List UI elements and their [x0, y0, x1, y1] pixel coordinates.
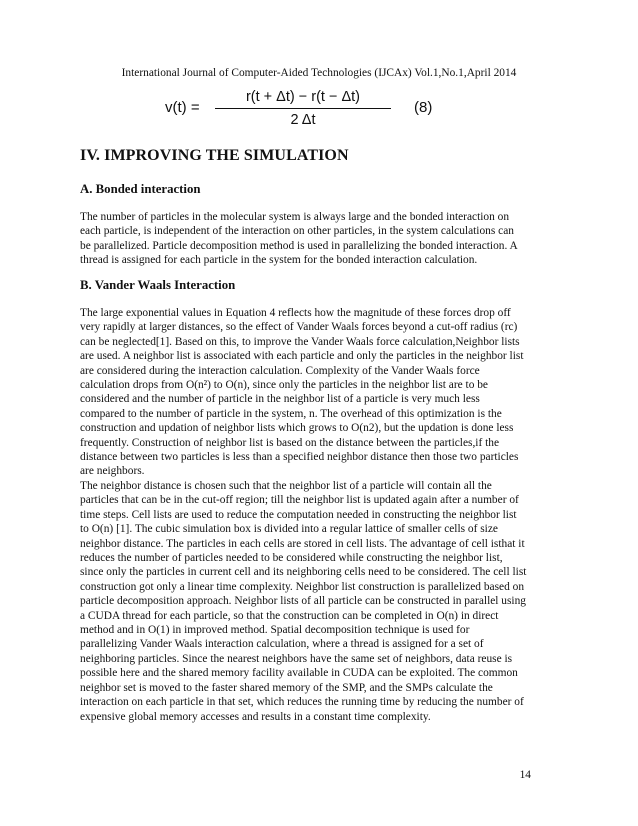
subsection-heading-vander-waals: B. Vander Waals Interaction	[80, 278, 236, 292]
section-title: IV. IMPROVING THE SIMULATION	[80, 147, 349, 164]
equation-denominator: 2 Δt	[290, 112, 316, 128]
equation-numerator: r(t + Δt) − r(t − Δt)	[245, 89, 361, 105]
paragraph-bonded-interaction: The number of particles in the molecular system is always large and the bonded interaction on each particle, is independent of the interaction on other particles, in the system calculations can be parallelized. Particle decomposition method is used in parallelizing the bonded interaction. A thread is assigned for each particle in the system for the bonded interaction calculation.	[80, 211, 518, 267]
equation-lhs: v(t) =	[165, 99, 200, 116]
journal-header: International Journal of Computer-Aided Technologies (IJCAx) Vol.1,No.1,April 2014	[121, 67, 517, 79]
paragraph-vander-waals-2: The neighbor distance is chosen such that the neighbor list of a particle will contain all the particles that can be in the cut-off region; till the neighbor list is updated again after a number of time steps. Cell lists are used to reduce the computation needed in constructing the neighbor list to O(n) [1]. The cubic simulation box is divided into a regular lattice of smaller cells of size neighbor distance. The particles in each cells are stored in cell lists. The advantage of cell isthat it reduces the number of particles needed to be considered while constructing the neighbor list, since only the particles in current cell and its neighboring cells need to be considered. The cell list construction got only a linear time complexity. Neighbor list construction is parallelized based on particle decomposition approach. Neighbor lists of all particle can be constructed in parallel using a CUDA thread for each particle, so that the construction can be completed in O(n) in direct method and in O(1) in improved method. Spatial decomposition technique is used for parallelizing Vander Waals interaction calculation, where a thread is assigned for a set of neighboring particles. Since the nearest neighbors have the same set of neighbors, data reuse is possible here and the shared memory facility available in CUDA can be exploited. The common neighbor set is moved to the faster shared memory of the SMP, and the SMPs calculate the interaction on each particle in that set, which reduces the running time by reducing the number of expensive global memory accesses and results in a constant time complexity.	[80, 480, 527, 723]
page-number: 14	[519, 769, 531, 781]
equation-number: (8)	[414, 99, 433, 116]
subsection-heading-bonded: A. Bonded interaction	[80, 182, 201, 196]
fraction-bar	[215, 108, 391, 109]
paragraph-vander-waals-1: The large exponential values in Equation 4 reflects how the magnitude of these forces drop off very rapidly at larger distances, so the effect of Vander Waals forces beyond a cut-off radius (rc) can be neglected[1]. Based on this, to improve the Vander Waals force calculation,Neighbor lists are used. A neighbor list is associated with each particle and only the particles in the neighbor list are considered during the interaction calculation. Complexity of the Vander Waals force calculation drops from O(n²) to O(n), since only the particles in the neighbor list are to be considered and the number of particle in the neighbor list of a particle is very much less compared to the number of particle in the system, n. The overhead of this optimization is the construction and updation of neighbor lists which grows to O(n2), but the updation is done less frequently. Construction of neighbor list is based on the distance between the particles,if the distance between two particles is less than a specified neighbor distance then those two particles are neighbors.	[80, 307, 524, 478]
